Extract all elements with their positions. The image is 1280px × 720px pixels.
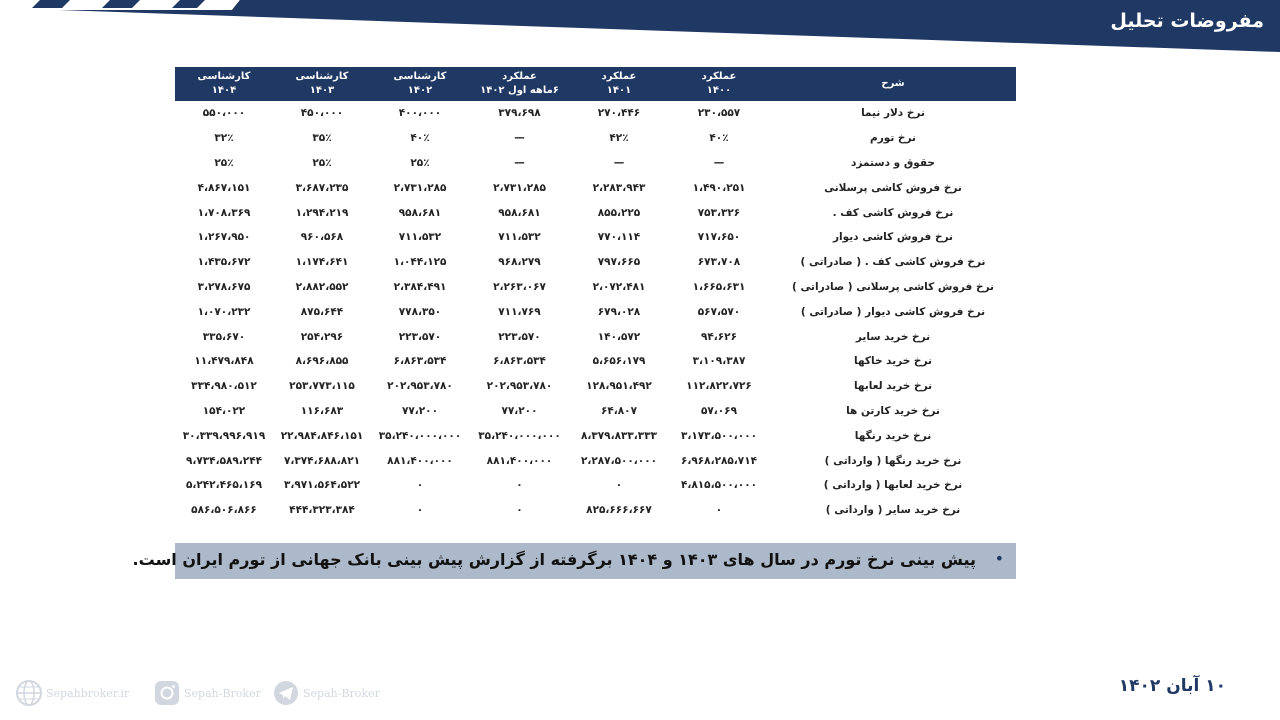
row-label: نرخ دلار نیما <box>861 107 925 120</box>
table-row <box>175 473 1016 498</box>
table-cell: ۱،۰۴۴،۱۲۵ <box>393 256 447 269</box>
table-cell: ۷۷،۲۰۰ <box>401 404 439 417</box>
instagram-link[interactable] <box>154 680 261 706</box>
table-row <box>175 399 1016 424</box>
row-label: نرخ فروش کاشی کف . <box>832 206 954 219</box>
table-cell: ۷۵۳،۳۲۶ <box>697 206 741 219</box>
table-cell: ۰ <box>516 504 523 517</box>
column-header <box>570 67 668 101</box>
table-cell: ۱۱۲،۸۲۲،۷۲۶ <box>686 380 752 393</box>
table-cell: ۷۱۱،۷۶۹ <box>498 305 541 318</box>
table-cell: ۸۸۱،۴۰۰،۰۰۰ <box>486 454 553 467</box>
row-label: نرخ خرید رنگها ( وارداتی ) <box>824 454 962 467</box>
table-cell: ۴۴۴،۳۲۳،۳۸۴ <box>289 504 355 517</box>
table-cell: ۰ <box>715 504 723 517</box>
table-cell: ۴۵۰،۰۰۰ <box>300 107 344 120</box>
table-cell: ۴۰٪ <box>709 132 729 145</box>
table-cell: ۵۸۶،۵۰۶،۸۶۶ <box>191 504 257 517</box>
table-cell: ۰ <box>416 479 424 492</box>
table-cell: ۱،۰۷۰،۲۳۲ <box>197 305 251 318</box>
column-header <box>371 67 469 101</box>
column-header-type: کارشناسی <box>393 71 447 82</box>
header-banner <box>0 0 1280 52</box>
table-cell: ۹۶۸،۲۷۹ <box>498 256 541 269</box>
inflation-note <box>132 543 1016 579</box>
website-text: Sepahbroker.ir <box>46 686 130 700</box>
table-cell: ۳،۱۷۳،۵۰۰،۰۰۰ <box>680 429 758 442</box>
table-cell: ۱،۴۳۵،۶۷۲ <box>197 256 251 269</box>
empty-cell-dash: — <box>713 156 725 169</box>
row-label: نرخ تورم <box>870 132 916 145</box>
table-cell: ۹۵۸،۶۸۱ <box>498 206 541 219</box>
table-cell: ۱،۱۷۴،۶۴۱ <box>295 256 349 269</box>
table-row <box>175 498 1016 523</box>
table-row <box>175 200 1016 225</box>
column-header <box>273 67 371 101</box>
instagram-icon <box>154 680 180 706</box>
table-cell: ۲۰۲،۹۵۳،۷۸۰ <box>387 380 453 393</box>
table-cell: ۱۱،۴۷۹،۸۴۸ <box>194 355 254 368</box>
table-cell: ۷۱۷،۶۵۰ <box>697 231 741 244</box>
table-row <box>175 324 1016 349</box>
table-row <box>175 448 1016 473</box>
table-cell: ۵۵۰،۰۰۰ <box>202 107 246 120</box>
table-cell: ۴،۸۶۷،۱۵۱ <box>197 181 251 194</box>
table-body <box>175 101 1016 523</box>
website-link[interactable] <box>16 680 129 706</box>
table-cell: ۱۲۸،۹۵۱،۴۹۲ <box>586 380 652 393</box>
table-cell: ۲،۷۳۱،۲۸۵ <box>393 181 447 194</box>
row-label: نرخ خرید رنگها <box>854 429 932 442</box>
column-header-type: عملکرد <box>601 71 637 82</box>
row-label: نرخ خرید خاکها <box>854 355 932 368</box>
table-cell: ۷۷۸،۳۵۰ <box>398 305 442 318</box>
table-cell: ۵،۲۴۲،۴۶۵،۱۶۹ <box>185 479 263 492</box>
row-label: نرخ خرید سایر ( وارداتی ) <box>825 504 961 517</box>
table-row <box>175 374 1016 399</box>
table-cell: ۲۵٪ <box>214 156 234 169</box>
empty-cell-dash: — <box>613 156 625 169</box>
row-label: نرخ خرید لعابها <box>853 380 933 393</box>
table-cell: ۳،۶۸۷،۲۳۵ <box>295 181 349 194</box>
table-cell: ۴۰٪ <box>410 132 430 145</box>
table-cell: ۲۲۳،۵۷۰ <box>398 330 442 343</box>
table-row <box>175 250 1016 275</box>
table-cell: ۹۶۰،۵۶۸ <box>300 231 344 244</box>
table-cell: ۰ <box>416 504 424 517</box>
table-cell: ۹،۷۳۴،۵۸۹،۲۴۴ <box>185 454 263 467</box>
note-text: پیش بینی نرخ تورم در سال های ۱۴۰۳ و ۱۴۰۴ برگرفته از گزارش پیش بینی بانک جهانی از تورم ایران است. <box>132 550 976 569</box>
table-cell: ۳۳۴،۹۸۰،۵۱۲ <box>191 380 257 393</box>
column-header-period: ۶ماهه اول ۱۴۰۲ <box>480 85 559 96</box>
row-label: نرخ فروش کاشی دیوار <box>833 231 953 244</box>
table-cell: ۳۵،۲۴۰،۰۰۰،۰۰۰ <box>378 429 462 442</box>
table-cell: ۲۵٪ <box>410 156 430 169</box>
column-header-period: ۱۴۰۴ <box>211 85 237 96</box>
table-cell: ۳۳۵،۶۷۰ <box>202 330 246 343</box>
table-row <box>175 175 1016 200</box>
row-label: حقوق و دستمزد <box>851 156 935 169</box>
table-cell: ۱،۴۹۰،۲۵۱ <box>692 181 746 194</box>
row-label: نرخ خرید لعابها ( وارداتی ) <box>823 479 963 492</box>
column-header <box>469 67 570 101</box>
column-header-type: عملکرد <box>701 71 737 82</box>
column-header <box>175 67 273 101</box>
table-row <box>175 423 1016 448</box>
table-cell: ۷۱۱،۵۳۲ <box>398 231 442 244</box>
table-cell: ۶،۸۶۳،۵۳۴ <box>493 355 546 368</box>
row-label: نرخ فروش کاشی پرسلانی <box>824 181 962 194</box>
table-cell: ۴،۸۱۵،۵۰۰،۰۰۰ <box>680 479 758 492</box>
table-cell: ۸۷۵،۶۴۴ <box>300 305 344 318</box>
table-cell: ۶۴،۸۰۷ <box>600 404 638 417</box>
table-cell: ۲،۷۳۱،۲۸۵ <box>493 181 546 194</box>
table-cell: ۲۳۰،۵۵۷ <box>697 107 741 120</box>
empty-cell-dash: — <box>514 156 525 169</box>
table-cell: ۱۵۴،۰۲۲ <box>202 404 246 417</box>
globe-icon <box>16 680 42 706</box>
table-cell: ۲،۲۶۳،۰۶۷ <box>493 280 546 293</box>
table-cell: ۷۹۷،۶۶۵ <box>597 256 641 269</box>
table-cell: ۴۲٪ <box>609 132 629 145</box>
bullet-icon: • <box>994 549 1004 568</box>
table-cell: ۳،۲۷۸،۶۷۵ <box>197 280 251 293</box>
table-cell: ۵،۶۵۶،۱۷۹ <box>592 355 646 368</box>
table-row <box>175 349 1016 374</box>
row-label: نرخ خرید کارتن ها <box>846 404 940 417</box>
table-row <box>175 101 1016 126</box>
table-cell: ۶۷۹،۰۲۸ <box>597 305 641 318</box>
table-cell: ۱،۲۶۷،۹۵۰ <box>197 231 251 244</box>
table-cell: ۲۲،۹۸۴،۸۴۶،۱۵۱ <box>280 429 364 442</box>
table-cell: ۳،۹۷۱،۵۶۴،۵۲۲ <box>283 479 361 492</box>
table-cell: ۳۷۹،۶۹۸ <box>498 107 541 120</box>
table-cell: ۷۷۰،۱۱۴ <box>597 231 641 244</box>
footer-date: ۱۰ آبان ۱۴۰۲ <box>1118 676 1226 696</box>
telegram-icon <box>273 680 299 706</box>
table-cell: ۷،۳۷۴،۶۸۸،۸۲۱ <box>283 454 361 467</box>
table-cell: ۲،۲۸۷،۵۰۰،۰۰۰ <box>580 454 658 467</box>
column-header-period: ۱۴۰۱ <box>606 85 632 96</box>
column-header-period: ۱۴۰۳ <box>309 85 335 96</box>
table-cell: ۶،۸۶۳،۵۳۴ <box>393 355 447 368</box>
table-cell: ۱۱۶،۶۸۳ <box>300 404 344 417</box>
row-label: نرخ خرید سایر <box>855 330 931 343</box>
table-cell: ۱،۶۶۵،۶۳۱ <box>692 280 746 293</box>
table-cell: ۵۷،۰۶۹ <box>700 404 738 417</box>
table-cell: ۲،۸۸۲،۵۵۲ <box>295 280 349 293</box>
page-title: مفروضات تحلیل <box>1110 10 1264 32</box>
row-label: نرخ فروش کاشی دیوار ( صادراتی ) <box>800 305 986 318</box>
table-cell: ۲۰۲،۹۵۳،۷۸۰ <box>486 380 553 393</box>
table-cell: ۱۴۰،۵۷۲ <box>597 330 641 343</box>
column-header-period: ۱۴۰۲ <box>407 85 433 96</box>
telegram-text: Sepah-Broker <box>303 686 380 700</box>
table-row <box>175 225 1016 250</box>
column-header-period: ۱۴۰۰ <box>706 85 732 96</box>
table-row <box>175 275 1016 300</box>
table-row <box>175 126 1016 151</box>
column-header-description <box>770 67 1016 101</box>
table-cell: ۲۷۰،۴۴۶ <box>597 107 641 120</box>
column-header-type: عملکرد <box>502 71 537 82</box>
table-cell: ۲۲۳،۵۷۰ <box>498 330 541 343</box>
table-cell: ۳۵،۲۴۰،۰۰۰،۰۰۰ <box>478 429 561 442</box>
table-row <box>175 151 1016 176</box>
table-cell: ۶۷۳،۷۰۸ <box>697 256 741 269</box>
table-cell: ۸،۶۹۶،۸۵۵ <box>295 355 349 368</box>
table-cell: ۰ <box>516 479 523 492</box>
column-header-period: شرح <box>881 78 905 89</box>
table-cell: ۲۵۴،۲۹۶ <box>300 330 344 343</box>
table-cell: ۲،۲۸۳،۹۴۳ <box>592 181 646 194</box>
table-cell: ۶،۹۶۸،۲۸۵،۷۱۴ <box>680 454 758 467</box>
table-cell: ۸۲۵،۶۶۶،۶۶۷ <box>586 504 652 517</box>
table-cell: ۹۴،۶۲۶ <box>700 330 738 343</box>
row-label: نرخ فروش کاشی پرسلانی ( صادراتی ) <box>791 280 995 293</box>
table-cell: ۱،۷۰۸،۳۶۹ <box>197 206 251 219</box>
table-cell: ۸۵۵،۲۲۵ <box>597 206 641 219</box>
table-cell: ۸۸۱،۴۰۰،۰۰۰ <box>387 454 453 467</box>
instagram-text: Sepah-Broker <box>184 686 261 700</box>
table-cell: ۳۰،۳۳۹،۹۹۶،۹۱۹ <box>182 429 266 442</box>
table-cell: ۳۵٪ <box>312 132 332 145</box>
table-cell: ۷۷،۲۰۰ <box>501 404 538 417</box>
table-cell: ۲۵٪ <box>312 156 332 169</box>
column-header-type: کارشناسی <box>295 71 349 82</box>
table-cell: ۹۵۸،۶۸۱ <box>398 206 442 219</box>
table-cell: ۳،۱۰۹،۳۸۷ <box>692 355 746 368</box>
column-header-type: کارشناسی <box>197 71 251 82</box>
table-cell: ۲،۰۷۲،۴۸۱ <box>592 280 646 293</box>
table-row <box>175 299 1016 324</box>
table-cell: ۵۶۷،۵۷۰ <box>697 305 741 318</box>
assumptions-table <box>175 67 1016 523</box>
table-cell: ۳۲٪ <box>214 132 234 145</box>
table-cell: ۷۱۱،۵۳۲ <box>498 231 541 244</box>
table-cell: ۴۰۰،۰۰۰ <box>398 107 442 120</box>
table-cell: ۰ <box>615 479 623 492</box>
table-cell: ۲،۳۸۴،۴۹۱ <box>393 280 447 293</box>
table-cell: ۸،۳۷۹،۸۳۳،۳۳۳ <box>580 429 658 442</box>
empty-cell-dash: — <box>514 132 525 145</box>
table-header-row <box>175 67 1016 101</box>
row-label: نرخ فروش کاشی کف . ( صادراتی ) <box>800 256 986 269</box>
table-cell: ۱،۲۹۴،۲۱۹ <box>295 206 349 219</box>
table-cell: ۲۵۳،۷۷۳،۱۱۵ <box>289 380 355 393</box>
telegram-link[interactable] <box>273 680 380 706</box>
column-header <box>668 67 770 101</box>
